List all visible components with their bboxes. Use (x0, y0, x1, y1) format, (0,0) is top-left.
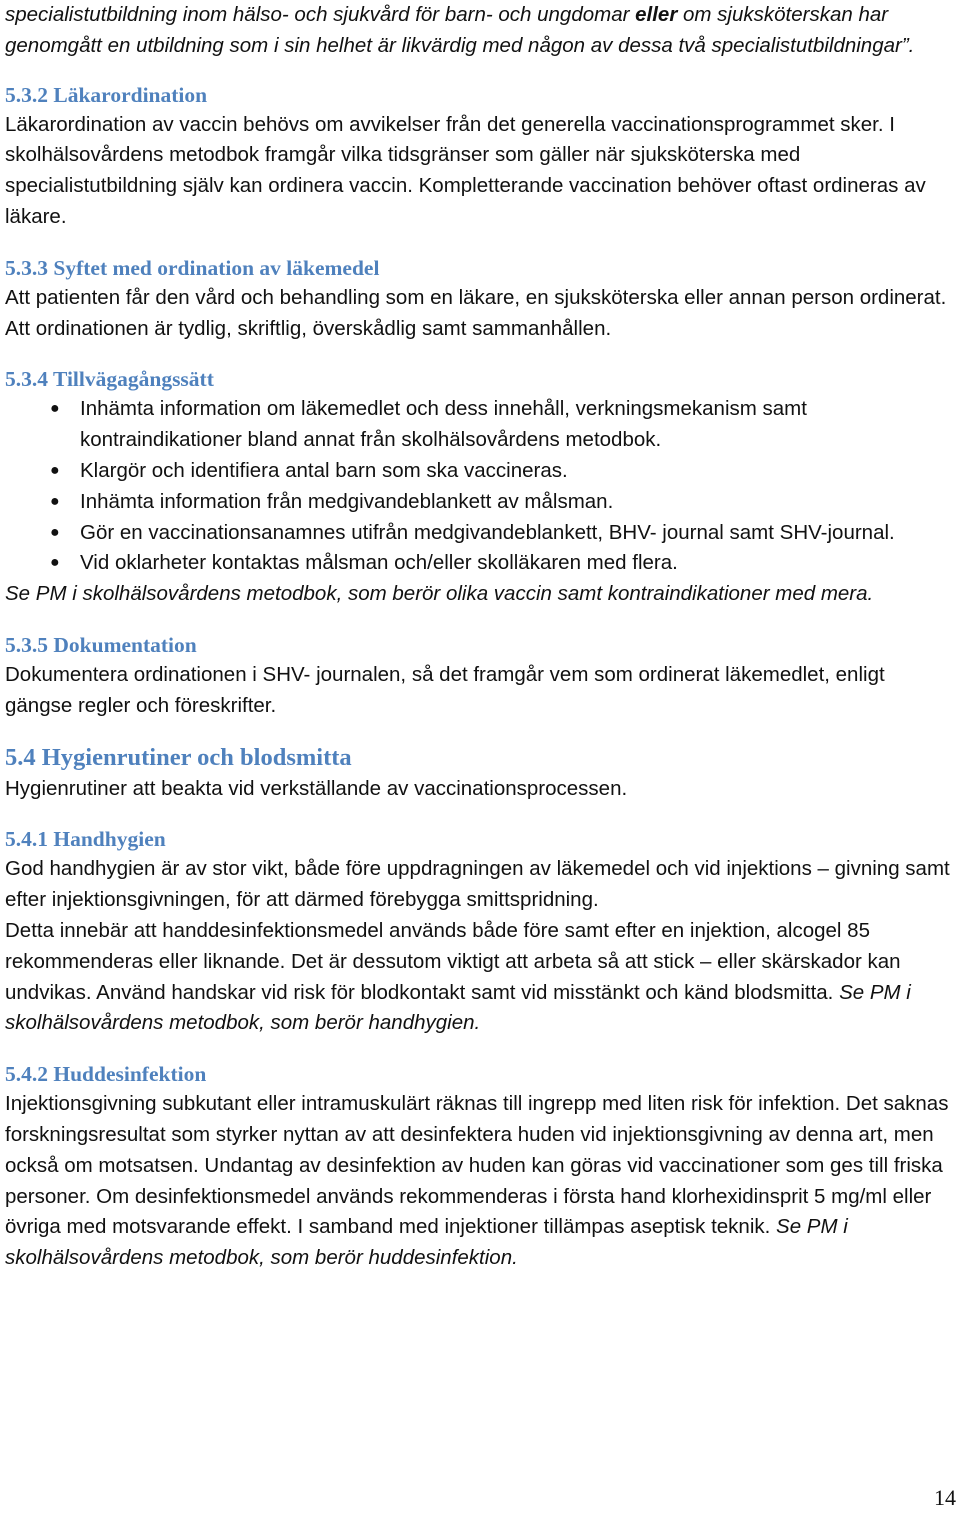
document-page (5, 0, 950, 1274)
intro-bold-word: eller (635, 3, 678, 26)
note-5-4-2: Se PM i skolhälsovårdens metodbok, som berör huddesinfektion. (5, 1215, 848, 1270)
bullet-icon: ● (50, 461, 60, 479)
list-item-text: Inhämta information om läkemedlet och dess innehåll, verkningsmekanism samt kontraindikationer bland annat från skolhälsovårdens metodbok. (80, 397, 807, 452)
bullet-icon: ● (50, 554, 60, 572)
heading-5-4: 5.4 Hygienrutiner och blodsmitta (5, 743, 352, 771)
paragraph-text: Detta innebär att handdesinfektionsmedel används både före samt efter en injektion, alcogel 85 rekommenderas eller liknande. Det är dessutom viktigt att arbeta så att stick – eller skärskador kan undvikas. Använd handskar vid risk för blodkontakt samt vid misstänkt och känd blodsmitta. (5, 918, 901, 1004)
intro-paragraph (5, 0, 950, 62)
paragraph-5-4-1-a: God handhygien är av stor vikt, både före uppdragningen av läkemedel och vid injektions – givning samt efter injektionsgivningen, för att därmed förebygga smittspridning. (5, 857, 950, 912)
heading-5-3-3: 5.3.3 Syftet med ordination av läkemedel (5, 255, 380, 280)
list-item (5, 394, 950, 456)
page-number: 14 (934, 1485, 956, 1510)
heading-5-3-4: 5.3.4 Tillvägagångssätt (5, 367, 214, 392)
paragraph-text: Injektionsgivning subkutant eller intramuskulärt räknas till ingrepp med liten risk för infektion. Det saknas forskningsresultat som styrker nyttan av att desinfektera huden vid injektionsgivning av denna art, men också om motsatsen. Undantag av desinfektion av huden kan göras vid vaccinationer som ges till friska personer. Om desinfektionsmedel används rekommenderas i första hand klorhexidinsprit 5 mg/ml eller övriga med motsvarande effekt. I samband med injektioner tillämpas aseptisk teknik. (5, 1092, 949, 1239)
paragraph-5-3-3: Att patienten får den vård och behandling som en läkare, en sjuksköterska eller annan person ordinerat. Att ordinationen är tydlig, skriftlig, överskådlig samt sammanhållen. (5, 285, 947, 340)
list-item-text: Gör en vaccinationsanamnes utifrån medgivandeblankett, BHV- journal samt SHV-journal. (80, 520, 895, 544)
intro-text-end: om sjuksköterskan har genomgått en utbildning som i sin helhet är likvärdig med någon av dessa två specialistutbildningar”. (5, 3, 915, 57)
bullet-icon: ● (50, 492, 60, 510)
heading-5-4-1: 5.4.1 Handhygien (5, 827, 166, 852)
paragraph-5-4-2 (5, 1089, 950, 1274)
heading-5-3-5: 5.3.5 Dokumentation (5, 632, 197, 657)
paragraph-5-3-2: Läkarordination av vaccin behövs om avvikelser från det generella vaccinationsprogrammet sker. I skolhälsovårdens metodbok framgår vilka tidsgränser som gäller när sjuksköterska med specialistutbildning själv kan ordinera vaccin. Kompletterande vaccination behöver oftast ordineras av läkare. (5, 112, 926, 228)
bullet-icon: ● (50, 400, 60, 418)
note-5-4-1: Se PM i skolhälsovårdens metodbok, som berör handhygien. (5, 980, 911, 1035)
bullet-list-5-3-4 (5, 394, 950, 579)
list-item (5, 487, 950, 518)
list-item-text: Vid oklarheter kontaktas målsman och/eller skolläkaren med flera. (80, 551, 678, 575)
list-item-text: Inhämta information från medgivandeblankett av målsman. (80, 489, 614, 513)
paragraph-5-3-5: Dokumentera ordinationen i SHV- journalen, så det framgår vem som ordinerat läkemedlet, enligt gängse regler och föreskrifter. (5, 662, 885, 717)
bullet-icon: ● (50, 523, 60, 541)
list-item (5, 518, 950, 549)
list-item (5, 456, 950, 487)
paragraph-5-4-1-b (5, 916, 950, 1039)
note-5-3-4: Se PM i skolhälsovårdens metodbok, som berör olika vaccin samt kontraindikationer med mera. (5, 582, 874, 606)
heading-5-3-2: 5.3.2 Läkarordination (5, 82, 208, 107)
intro-text: specialistutbildning inom hälso- och sjukvård för barn- och ungdomar (5, 3, 636, 26)
heading-5-4-2: 5.4.2 Huddesinfektion (5, 1062, 207, 1087)
list-item-text: Klargör och identifiera antal barn som ska vaccineras. (80, 458, 568, 482)
paragraph-5-4: Hygienrutiner att beakta vid verkställande av vaccinationsprocessen. (5, 776, 628, 800)
list-item (5, 548, 950, 579)
